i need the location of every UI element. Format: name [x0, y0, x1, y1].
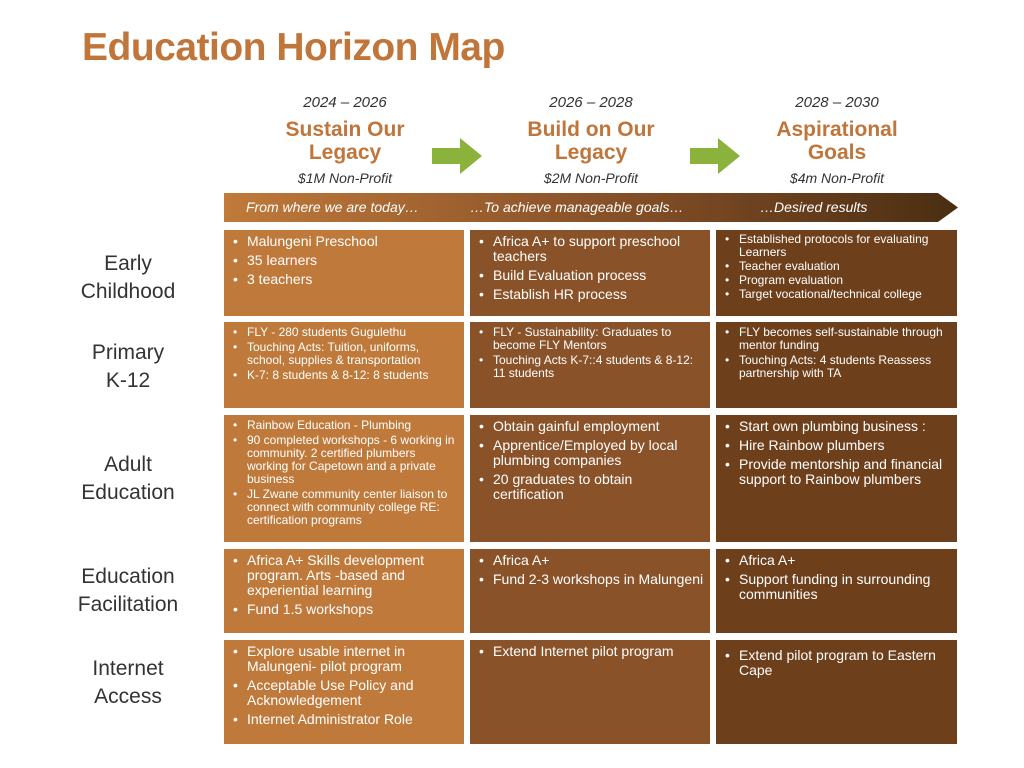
list-item: • Internet Administrator Role	[230, 712, 458, 727]
row-label-line1: Internet	[92, 657, 164, 680]
list-item: • Africa A+ to support preschool teachers	[476, 234, 704, 264]
list-item: • FLY - Sustainability: Graduates to become FLY Mentors	[476, 326, 704, 352]
list-item: • Established protocols for evaluating Learners	[722, 233, 951, 259]
list-item: • Build Evaluation process	[476, 268, 704, 283]
list-item: • Hire Rainbow plumbers	[722, 438, 951, 453]
list-item: • Establish HR process	[476, 287, 704, 302]
list-item: • Start own plumbing business :	[722, 419, 951, 434]
list-item: • Malungeni Preschool	[230, 234, 458, 249]
timeline-band	[224, 193, 958, 222]
phase-name-line1: Build on Our	[527, 118, 655, 141]
phase-header-3	[717, 92, 957, 186]
row-label-line1: Adult	[104, 453, 152, 476]
list-item: • 3 teachers	[230, 272, 458, 287]
list-item: • Teacher evaluation	[722, 260, 951, 273]
phase-years: 2026 – 2028	[549, 94, 633, 111]
list-item: • Extend pilot program to Eastern Cape	[722, 648, 951, 678]
phase-years: 2028 – 2030	[795, 94, 879, 111]
list-item: • Fund 2-3 workshops in Malungeni	[476, 572, 704, 587]
list-item: • Program evaluation	[722, 274, 951, 287]
cell-primary-2028	[716, 322, 957, 408]
cell-primary-2024	[224, 322, 464, 408]
cell-adult-education-2026	[470, 415, 710, 542]
list-item: • JL Zwane community center liaison to connect with community college RE: certification programs	[230, 488, 458, 527]
list-item: • 20 graduates to obtain certification	[476, 472, 704, 502]
phase-name	[225, 118, 465, 168]
row-label-line2: Education	[81, 481, 175, 504]
list-item: • K-7: 8 students & 8-12: 8 students	[230, 369, 458, 382]
row-label-primary	[30, 339, 226, 395]
row-label-internet-access	[30, 655, 226, 711]
list-item: • Support funding in surrounding communities	[722, 572, 951, 602]
cell-education-facilitation-2028	[716, 549, 957, 633]
list-item: • Provide mentorship and financial support to Rainbow plumbers	[722, 457, 951, 487]
phase-name-line1: Sustain Our	[285, 118, 405, 141]
cell-primary-2026	[470, 322, 710, 408]
list-item: • Africa A+	[722, 553, 951, 568]
cell-education-facilitation-2026	[470, 549, 710, 633]
list-item: • Touching Acts: 4 students Reassess partnership with TA	[722, 354, 951, 380]
cell-internet-access-2026	[470, 640, 710, 744]
phase-years: 2024 – 2026	[303, 94, 387, 111]
green-right-arrow-icon	[690, 136, 740, 176]
list-item: • Obtain gainful employment	[476, 419, 704, 434]
band-text-middle: …To achieve manageable goals…	[470, 199, 684, 215]
list-item: • Apprentice/Employed by local plumbing companies	[476, 438, 704, 468]
green-right-arrow-icon	[432, 136, 482, 176]
phase-name-line2: Legacy	[308, 141, 382, 164]
list-item: • Explore usable internet in Malungeni- pilot program	[230, 644, 458, 674]
page-title: Education Horizon Map	[82, 26, 505, 69]
row-label-line2: Facilitation	[77, 593, 179, 616]
list-item: • FLY becomes self-sustainable through mentor funding	[722, 326, 951, 352]
list-item: • Rainbow Education - Plumbing	[230, 419, 458, 432]
phase-funding: $1M Non-Profit	[297, 170, 393, 186]
cell-internet-access-2028	[716, 640, 957, 744]
list-item: • 90 completed workshops - 6 working in community. 2 certified plumbers working for Capetown and a private business	[230, 434, 458, 486]
list-item: • FLY - 280 students Gugulethu	[230, 326, 458, 339]
row-label-early-childhood	[30, 250, 226, 306]
row-label-education-facilitation	[30, 563, 226, 619]
phase-funding: $2M Non-Profit	[543, 170, 639, 186]
cell-early-childhood-2024	[224, 230, 464, 316]
list-item: • Touching Acts K-7::4 students & 8-12: 11 students	[476, 354, 704, 380]
phase-header-2	[471, 92, 711, 186]
cell-adult-education-2028	[716, 415, 957, 542]
band-text-left: From where we are today…	[246, 199, 419, 215]
band-text-right: …Desired results	[760, 199, 868, 215]
list-item: • Touching Acts: Tuition, uniforms, school, supplies & transportation	[230, 341, 458, 367]
list-item: • Target vocational/technical college	[722, 288, 951, 301]
phase-name	[471, 118, 711, 168]
cell-internet-access-2024	[224, 640, 464, 744]
cell-early-childhood-2026	[470, 230, 710, 316]
row-label-adult-education	[30, 451, 226, 507]
phase-name-line1: Aspirational	[776, 118, 898, 141]
phase-funding: $4m Non-Profit	[789, 170, 885, 186]
list-item: • Fund 1.5 workshops	[230, 602, 458, 617]
cell-early-childhood-2028	[716, 230, 957, 316]
row-label-line1: Early	[104, 252, 152, 275]
row-label-line2: K-12	[105, 369, 151, 392]
list-item: • Africa A+ Skills development program. Arts -based and experiential learning	[230, 553, 458, 598]
cell-adult-education-2024	[224, 415, 464, 542]
phase-name	[717, 118, 957, 168]
phase-header-1	[225, 92, 465, 186]
row-label-line1: Education	[81, 565, 175, 588]
list-item: • Extend Internet pilot program	[476, 644, 704, 659]
list-item: • 35 learners	[230, 253, 458, 268]
list-item: • Africa A+	[476, 553, 704, 568]
cell-education-facilitation-2024	[224, 549, 464, 633]
row-label-line1: Primary	[91, 341, 165, 364]
row-label-line2: Childhood	[80, 280, 176, 303]
phase-name-line2: Legacy	[554, 141, 628, 164]
list-item: • Acceptable Use Policy and Acknowledgement	[230, 678, 458, 708]
row-label-line2: Access	[94, 685, 162, 708]
phase-name-line2: Goals	[807, 141, 867, 164]
